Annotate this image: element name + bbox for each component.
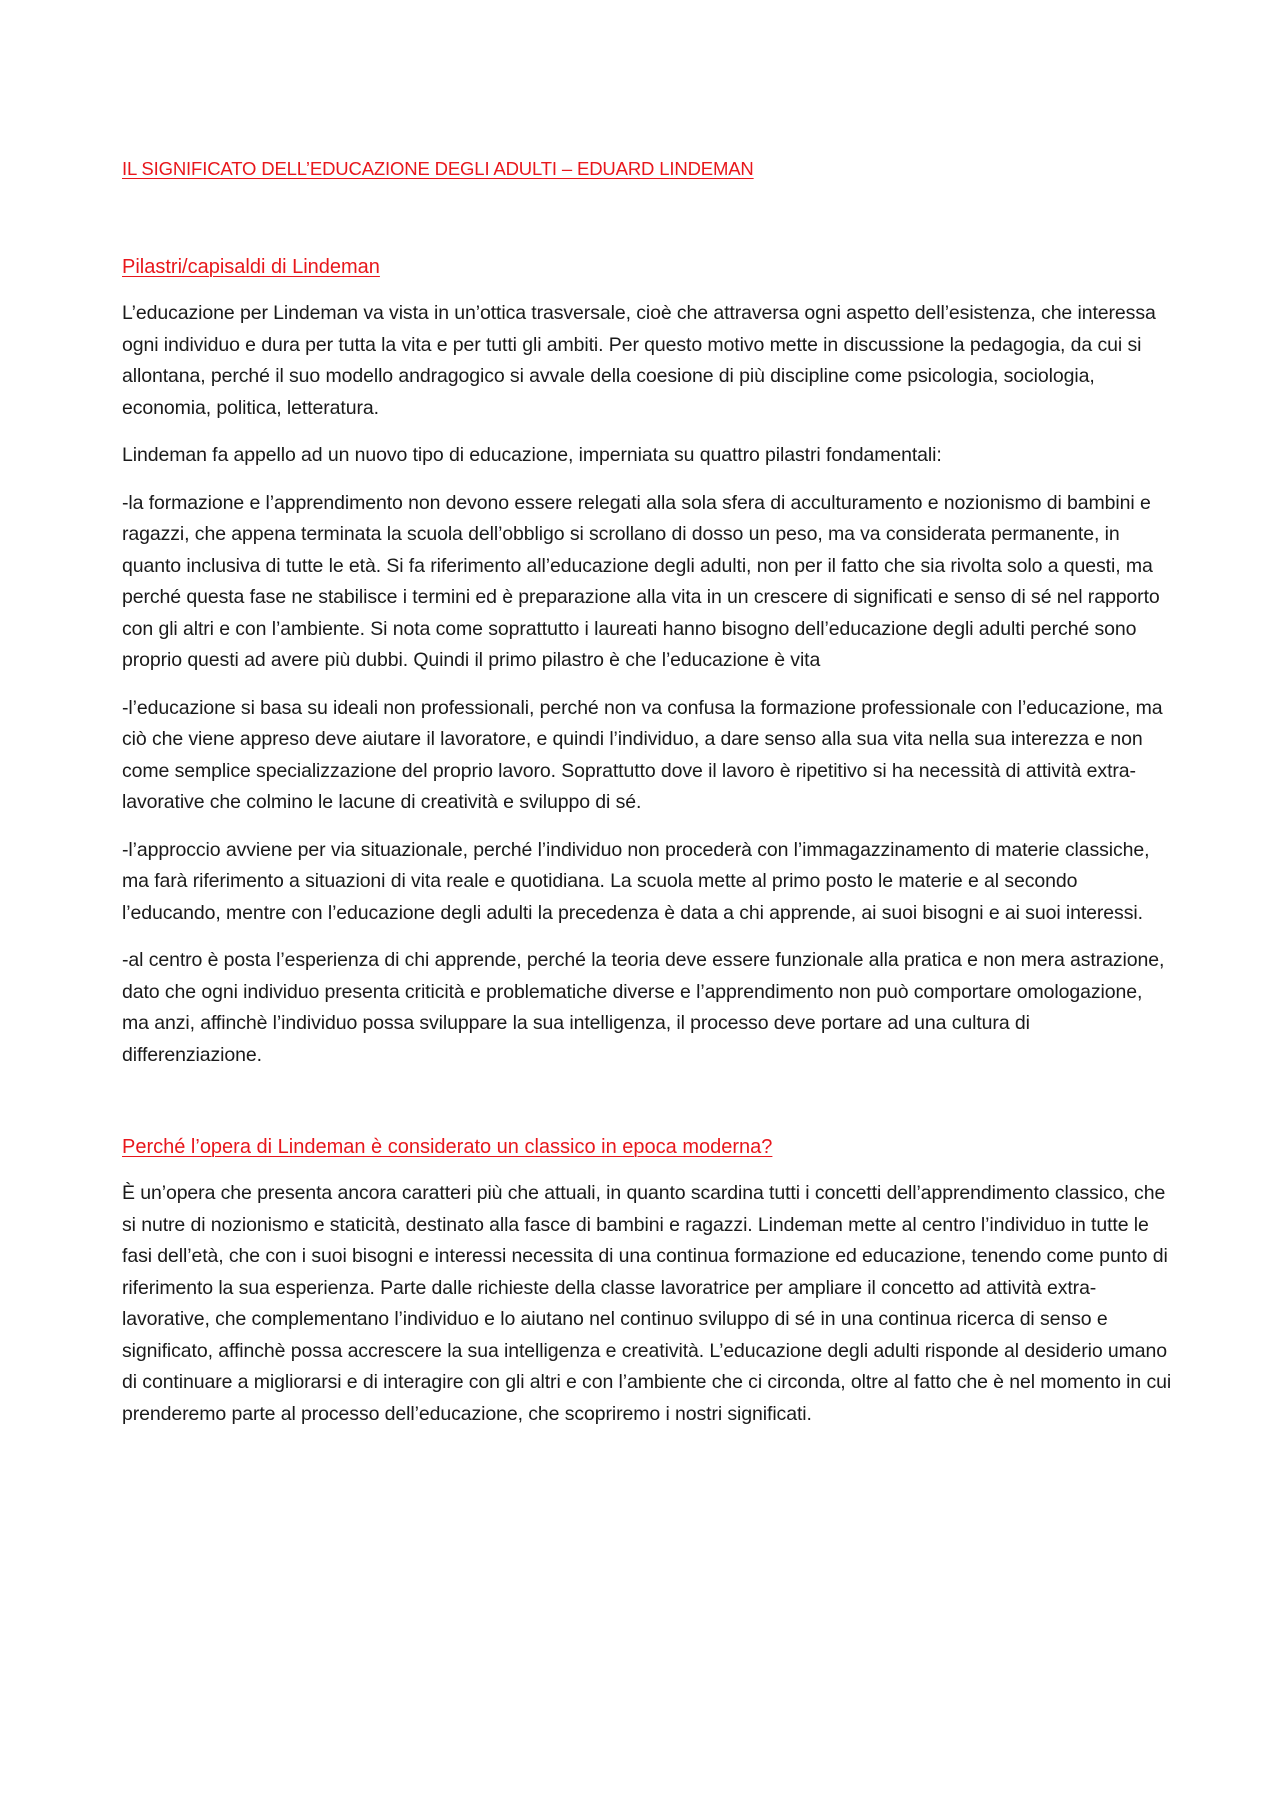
section-heading-classic: Perché l’opera di Lindeman è considerato un classico in epoca moderna? [122,1136,773,1158]
document-body [122,152,1174,1430]
paragraph: -al centro è posta l’esperienza di chi apprende, perché la teoria deve essere funzionale alla pratica e non mera astrazione, dato che ogni individuo presenta criticità e problematiche diverse e l’apprendimento non può comportare omologazione, ma anzi, affinchè l’individuo possa sviluppare la sua intelligenza, il processo deve portare ad una cultura di differenziazione. [122,949,1165,1066]
paragraph: -l’approccio avviene per via situazionale, perché l’individuo non procederà con l’immagazzinamento di materie classiche, ma farà riferimento a situazioni di vita reale e quotidiana. La scuola mette al primo posto le materie e al secondo l’educando, mentre con l’educazione degli adulti la precedenza è data a chi apprende, ai suoi bisogni e ai suoi interessi. [122,838,1150,924]
section-heading-pillars: Pilastri/capisaldi di Lindeman [122,256,380,278]
document-title: IL SIGNIFICATO DELL’EDUCAZIONE DEGLI ADULTI – EDUARD LINDEMAN [122,158,754,179]
paragraph: L’educazione per Lindeman va vista in un’ottica trasversale, cioè che attraversa ogni aspetto dell’esistenza, che interessa ogni individuo e dura per tutta la vita e per tutti gli ambiti. Per questo motivo mette in discussione la pedagogia, da cui si allontana, perché il suo modello andragogico si avvale della coesione di più discipline come psicologia, sociologia, economia, politica, letteratura. [122,302,1156,419]
paragraph: È un’opera che presenta ancora caratteri più che attuali, in quanto scardina tutti i concetti dell’apprendimento classico, che si nutre di nozionismo e staticità, destinato alla fasce di bambini e ragazzi. Lindeman mette al centro l’individuo in tutte le fasi dell’età, che con i suoi bisogni e interessi necessita di una continua formazione ed educazione, tenendo come punto di riferimento la sua esperienza. Parte dalle richieste della classe lavoratrice per ampliare il concetto ad attività extra-lavorative, che complementano l’individuo e lo aiutano nel continuo sviluppo di sé in una continua ricerca di senso e significato, affinchè possa accrescere la sua intelligenza e creatività. L’educazione degli adulti risponde al desiderio umano di continuare a migliorarsi e di interagire con gli altri e con l’ambiente che ci circonda, oltre al fatto che è nel momento in cui prenderemo parte al processo dell’educazione, che scopriremo i nostri significati. [122,1182,1172,1425]
paragraph: Lindeman fa appello ad un nuovo tipo di educazione, imperniata su quattro pilastri fondamentali: [122,444,942,466]
paragraph: -la formazione e l’apprendimento non devono essere relegati alla sola sfera di acculturamento e nozionismo di bambini e ragazzi, che appena terminata la scuola dell’obbligo si scrollano di dosso un peso, ma va considerata permanente, in quanto inclusiva di tutte le età. Si fa riferimento all’educazione degli adulti, non per il fatto che sia rivolta solo a questi, ma perché questa fase ne stabilisce i termini ed è preparazione alla vita in un crescere di significati e senso di sé nel rapporto con gli altri e con l’ambiente. Si nota come soprattutto i laureati hanno bisogno dell’educazione degli adulti perché sono proprio questi ad avere più dubbi. Quindi il primo pilastro è che l’educazione è vita [122,491,1160,671]
paragraph: -l’educazione si basa su ideali non professionali, perché non va confusa la formazione professionale con l’educazione, ma ciò che viene appreso deve aiutare il lavoratore, e quindi l’individuo, a dare senso alla sua vita nella sua interezza e non come semplice specializzazione del proprio lavoro. Soprattutto dove il lavoro è ripetitivo si ha necessità di attività extra-lavorative che colmino le lacune di creatività e sviluppo di sé. [122,696,1163,813]
